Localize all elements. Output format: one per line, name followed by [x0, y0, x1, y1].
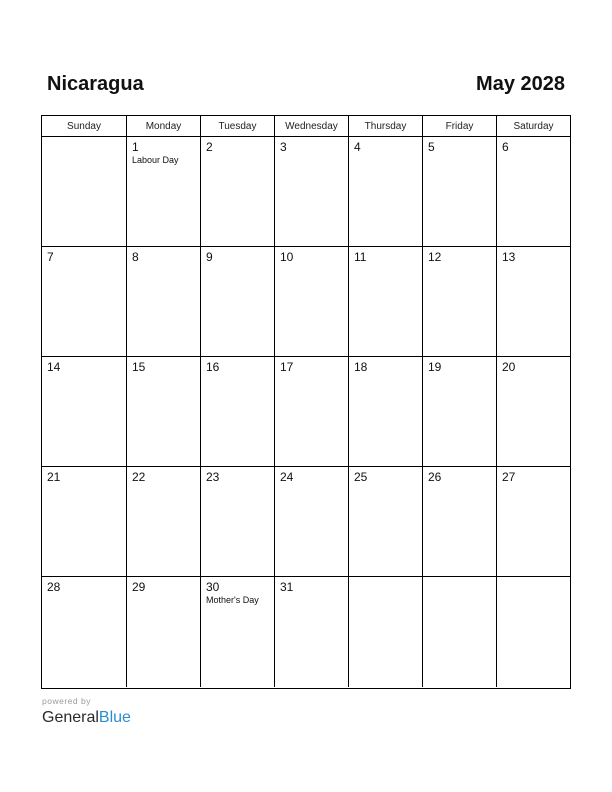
day-cell — [201, 137, 275, 247]
day-number: 4 — [354, 140, 361, 154]
day-cell — [275, 247, 349, 357]
day-cell — [349, 137, 423, 247]
day-number: 16 — [206, 360, 220, 374]
day-number: 28 — [47, 580, 61, 594]
day-cell — [42, 577, 127, 687]
day-cell — [201, 467, 275, 577]
day-number: 12 — [428, 250, 442, 264]
country-title: Nicaragua — [47, 73, 144, 95]
day-cell — [42, 357, 127, 467]
day-cell — [497, 357, 570, 467]
day-number: 10 — [280, 250, 294, 264]
weekday-header-thursday: Thursday — [349, 116, 423, 137]
day-cell — [127, 247, 201, 357]
day-cell — [423, 577, 497, 687]
day-number: 30 — [206, 580, 220, 594]
day-number: 22 — [132, 470, 146, 484]
day-number: 29 — [132, 580, 146, 594]
weekday-header-wednesday: Wednesday — [275, 116, 349, 137]
day-cell — [497, 577, 570, 687]
calendar-table — [41, 115, 571, 689]
day-cell — [349, 467, 423, 577]
calendar-grid — [42, 116, 570, 688]
day-cell — [42, 467, 127, 577]
day-number: 13 — [502, 250, 516, 264]
day-number: 20 — [502, 360, 516, 374]
brand-logo — [42, 708, 131, 728]
day-cell — [42, 137, 127, 247]
day-number: 21 — [47, 470, 61, 484]
day-number: 9 — [206, 250, 213, 264]
footer-branding — [42, 696, 131, 728]
day-cell — [127, 137, 201, 247]
month-year-title: May 2028 — [476, 73, 565, 95]
weekday-header-friday: Friday — [423, 116, 497, 137]
day-cell — [349, 247, 423, 357]
day-cell — [497, 247, 570, 357]
day-cell — [423, 357, 497, 467]
day-number: 17 — [280, 360, 294, 374]
day-cell — [201, 357, 275, 467]
day-number: 2 — [206, 140, 213, 154]
day-number: 14 — [47, 360, 61, 374]
day-number: 11 — [354, 250, 367, 264]
holiday-label: Mother's Day — [206, 595, 259, 605]
day-cell — [127, 577, 201, 687]
day-cell — [423, 247, 497, 357]
day-number: 3 — [280, 140, 287, 154]
day-number: 23 — [206, 470, 220, 484]
day-cell — [127, 357, 201, 467]
day-cell — [349, 577, 423, 687]
day-number: 5 — [428, 140, 435, 154]
day-cell — [275, 467, 349, 577]
day-number: 25 — [354, 470, 368, 484]
day-cell — [201, 247, 275, 357]
day-number: 27 — [502, 470, 516, 484]
day-cell — [423, 137, 497, 247]
powered-by-text: powered by — [42, 696, 91, 706]
brand-logo-general: General — [42, 709, 99, 726]
day-cell — [423, 467, 497, 577]
day-number: 7 — [47, 250, 54, 264]
day-cell — [275, 357, 349, 467]
day-number: 19 — [428, 360, 442, 374]
weekday-header-monday: Monday — [127, 116, 201, 137]
day-number: 15 — [132, 360, 146, 374]
holiday-label: Labour Day — [132, 155, 179, 165]
day-cell — [497, 137, 570, 247]
day-cell — [497, 467, 570, 577]
day-number: 31 — [280, 580, 294, 594]
day-number: 18 — [354, 360, 368, 374]
weekday-header-saturday: Saturday — [497, 116, 570, 137]
day-number: 8 — [132, 250, 139, 264]
day-number: 26 — [428, 470, 442, 484]
day-cell — [275, 577, 349, 687]
brand-logo-blue: Blue — [98, 709, 131, 726]
day-number: 24 — [280, 470, 294, 484]
weekday-header-sunday: Sunday — [42, 116, 127, 137]
day-number: 6 — [502, 140, 509, 154]
day-cell — [349, 357, 423, 467]
day-number: 1 — [132, 140, 139, 154]
day-cell — [275, 137, 349, 247]
day-cell — [42, 247, 127, 357]
day-cell — [127, 467, 201, 577]
day-cell — [201, 577, 275, 687]
weekday-header-tuesday: Tuesday — [201, 116, 275, 137]
